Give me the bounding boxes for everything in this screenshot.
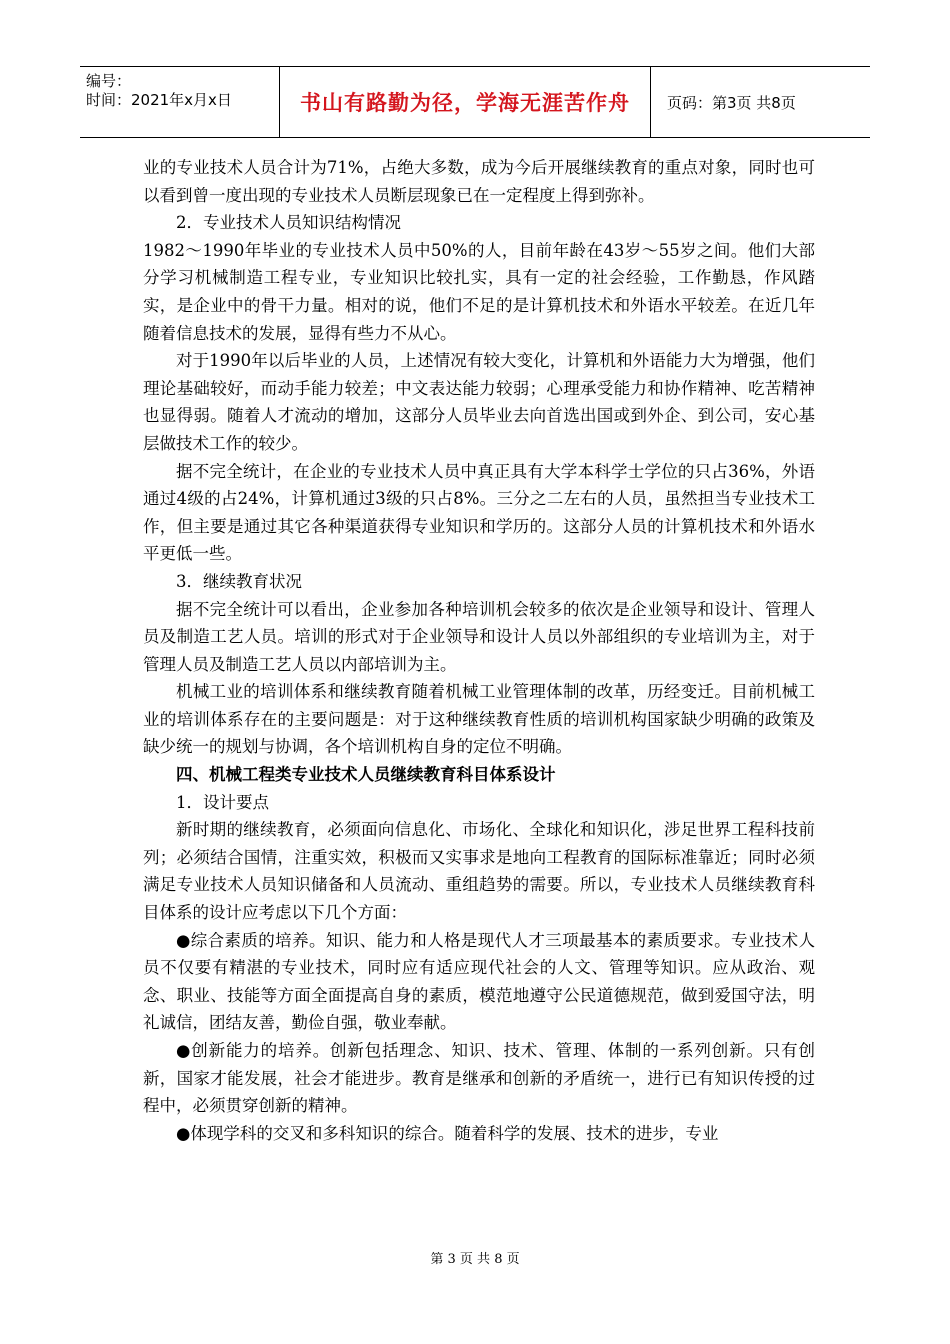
body-paragraph: 据不完全统计可以看出，企业参加各种培训机会较多的依次是企业领导和设计、管理人员及制造工艺人员。培训的形式对于企业领导和设计人员以外部组织的专业培训为主，对于管理人员及制造工艺人员以内部培训为主。: [143, 599, 815, 674]
body-paragraph: ●综合素质的培养。知识、能力和人格是现代人才三项最基本的素质要求。专业技术人员不仅要有精湛的专业技术，同时应有适应现代社会的人文、管理等知识。应从政治、观念、职业、技能等方面全面提高自身的素质，模范地遵守公民道德规范，做到爱国守法，明礼诚信，团结友善，勤俭自强，敬业奉献。: [143, 930, 815, 1033]
body-paragraph: 2．专业技术人员知识结构情况: [176, 213, 401, 233]
body-paragraph: 业的专业技术人员合计为71%，占绝大多数，成为今后开展继续教育的重点对象，同时也可以看到曾一度出现的专业技术人员断层现象已在一定程度上得到弥补。: [143, 158, 815, 205]
header-page-info: [651, 67, 870, 137]
document-date-label: 时间：2021年x月x日: [86, 91, 232, 109]
body-paragraph: ●体现学科的交叉和多科知识的综合。随着科学的发展、技术的进步，专业: [176, 1123, 719, 1143]
body-paragraph: 对于1990年以后毕业的人员，上述情况有较大变化，计算机和外语能力大为增强，他们理论基础较好，而动手能力较差；中文表达能力较弱；心理承受能力和协作精神、吃苦精神也显得弱。随着人才流动的增加，这部分人员毕业去向首选出国或到外企、到公司，安心基层做技术工作的较少。: [143, 351, 815, 453]
body-paragraph: 新时期的继续教育，必须面向信息化、市场化、全球化和知识化，涉足世界工程科技前列；必须结合国情，注重实效，积极而又实事求是地向工程教育的国际标准靠近；同时必须满足专业技术人员知识储备和人员流动、重组趋势的需要。所以，专业技术人员继续教育科目体系的设计应考虑以下几个方面：: [143, 820, 815, 923]
body-paragraph: 3．继续教育状况: [176, 571, 302, 591]
header-motto: [280, 67, 651, 137]
header-meta: [80, 67, 280, 137]
body-paragraph: 1982～1990年毕业的专业技术人员中50%的人，目前年龄在43岁～55岁之间。他们大部分学习机械制造工程专业，专业知识比较扎实，具有一定的社会经验，工作勤恳，作风踏实，是企业中的骨干力量。相对的说，他们不足的是计算机技术和外语水平较差。在近几年随着信息技术的发展，显得有些力不从心。: [143, 240, 815, 343]
body-paragraph: ●创新能力的培养。创新包括理念、知识、技术、管理、体制的一系列创新。只有创新，国家才能发展，社会才能进步。教育是继承和创新的矛盾统一，进行已有知识传授的过程中，必须贯穿创新的精神。: [143, 1041, 815, 1116]
section-heading: 四、机械工程类专业技术人员继续教育科目体系设计: [176, 765, 556, 785]
page-footer: [0, 1248, 950, 1267]
page-header: [80, 66, 870, 138]
footer-page-number: 第 3 页 共 8 页: [430, 1252, 520, 1267]
document-body: [143, 154, 815, 1147]
body-paragraph: 据不完全统计，在企业的专业技术人员中真正具有大学本科学士学位的只占36%，外语通过4级的占24%，计算机通过3级的只占8%。三分之二左右的人员，虽然担当专业技术工作，但主要是通过其它各种渠道获得专业知识和学历的。这部分人员的计算机技术和外语水平更低一些。: [143, 461, 815, 564]
page-info-text: 页码：第3页 共8页: [667, 93, 796, 112]
motto-text: 书山有路勤为径，学海无涯苦作舟: [300, 91, 630, 115]
body-paragraph: 机械工业的培训体系和继续教育随着机械工业管理体制的改革，历经变迁。目前机械工业的培训体系存在的主要问题是：对于这种继续教育性质的培训机构国家缺少明确的政策及缺少统一的规划与协调，各个培训机构自身的定位不明确。: [143, 682, 815, 757]
body-paragraph: 1．设计要点: [176, 792, 269, 812]
document-number-label: 编号：: [86, 72, 132, 90]
